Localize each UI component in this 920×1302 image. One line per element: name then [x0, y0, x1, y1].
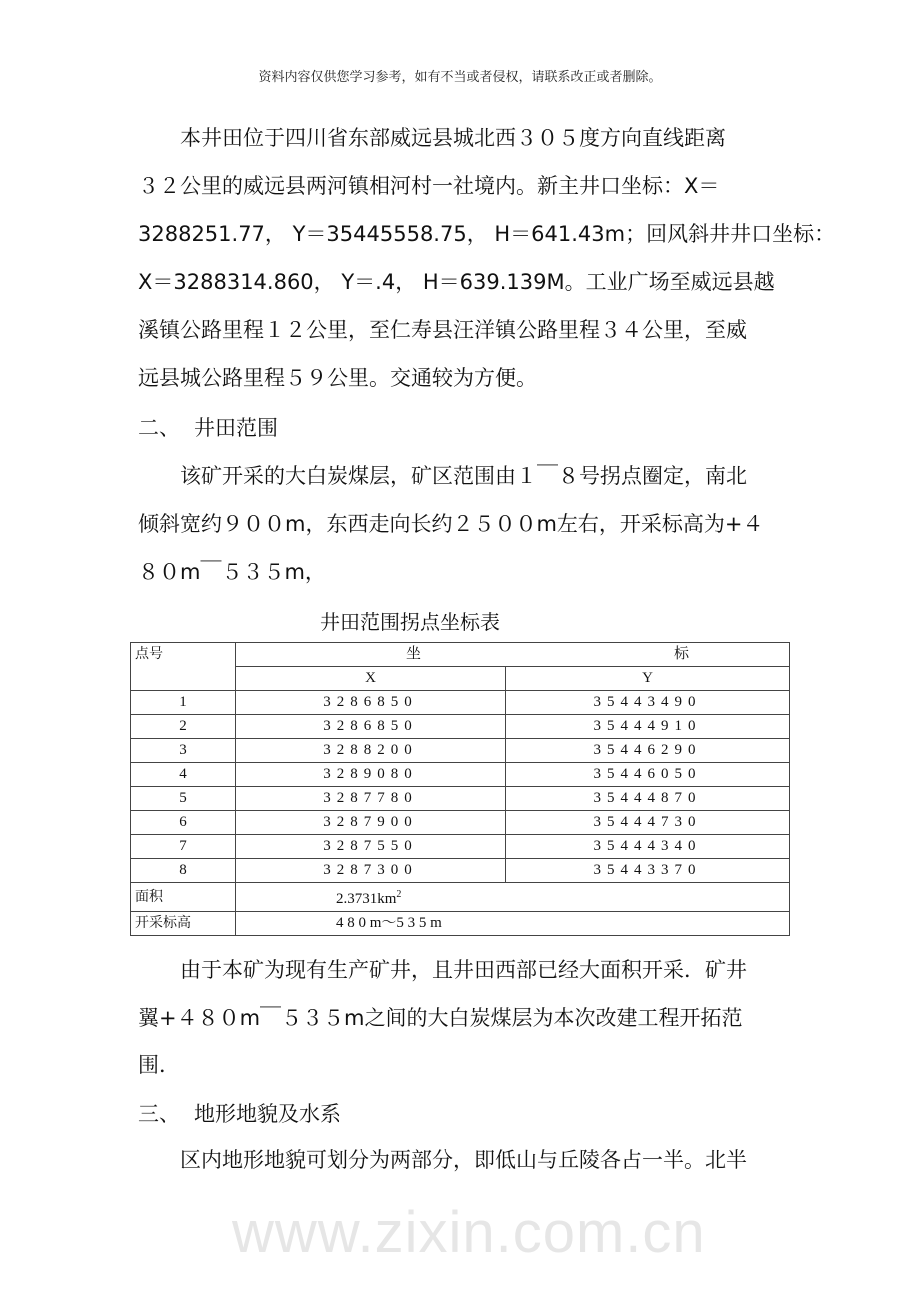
table-row	[131, 763, 790, 787]
table-row	[131, 739, 790, 763]
x-coordinate: 3287900	[236, 811, 506, 835]
paragraph-line: 3288251.77， Y＝35445558.75， H＝641.43m；回风斜井井口坐标：	[138, 222, 836, 246]
area-number: 2.3731km	[336, 891, 397, 907]
paragraph-line: 翼+４８０m￣５３５m之间的大白炭煤层为本次改建工程开拓范	[138, 1006, 743, 1030]
paragraph-line: 本井田位于四川省东部威远县城北西３０５度方向直线距离	[180, 126, 726, 150]
header-coord-left: 坐	[406, 646, 422, 662]
paragraph-line: ３２公里的威远县两河镇相河村一社境内。新主井口坐标：X＝	[138, 174, 720, 198]
section-title: 井田范围	[194, 416, 278, 440]
area-sup: 2	[396, 889, 402, 900]
paragraph-line: 区内地形地貌可划分为两部分，即低山与丘陵各占一半。北半	[180, 1148, 747, 1172]
table-row	[131, 691, 790, 715]
x-coordinate: 3289080	[236, 763, 506, 787]
point-number: 1	[131, 691, 236, 715]
x-coordinate: 3286850	[236, 715, 506, 739]
paragraph-line: 围．	[138, 1053, 180, 1077]
point-number: 6	[131, 811, 236, 835]
y-coordinate: 35444870	[506, 787, 790, 811]
table-row	[131, 835, 790, 859]
header-y: Y	[506, 667, 790, 691]
y-coordinate: 35443370	[506, 859, 790, 883]
header-coord	[236, 643, 790, 667]
section-heading	[138, 412, 278, 442]
y-coordinate: 35443490	[506, 691, 790, 715]
elev-label: 开采标高	[131, 912, 236, 936]
y-coordinate: 35444340	[506, 835, 790, 859]
coordinate-table	[130, 642, 790, 936]
table-title: 井田范围拐点坐标表	[320, 610, 500, 634]
header-coord-right: 标	[673, 646, 689, 662]
paragraph-line: ８０m￣５３５m，	[138, 560, 326, 584]
area-label: 面积	[131, 883, 236, 912]
x-coordinate: 3287780	[236, 787, 506, 811]
point-number: 3	[131, 739, 236, 763]
paragraph-line: 溪镇公路里程１２公里，至仁寿县汪洋镇公路里程３４公里，至威	[138, 318, 747, 342]
y-coordinate: 35444910	[506, 715, 790, 739]
table-row	[131, 715, 790, 739]
point-number: 2	[131, 715, 236, 739]
paragraph-line: 倾斜宽约９００m，东西走向长约２５００m左右，开采标高为+４	[138, 512, 764, 536]
y-coordinate: 35446050	[506, 763, 790, 787]
header-point: 点号	[131, 643, 236, 691]
paragraph-line: 由于本矿为现有生产矿井，且井田西部已经大面积开采．矿井	[180, 958, 747, 982]
header-x: X	[236, 667, 506, 691]
table-row	[131, 787, 790, 811]
copyright-notice: 资料内容仅供您学习参考，如有不当或者侵权，请联系改正或者删除。	[258, 70, 662, 85]
section-title: 地形地貌及水系	[194, 1102, 341, 1126]
section-number: 三、	[138, 1102, 180, 1126]
section-heading	[138, 1098, 341, 1128]
table-row	[131, 811, 790, 835]
point-number: 8	[131, 859, 236, 883]
watermark: www.zixin.com.cn	[232, 1200, 706, 1265]
x-coordinate: 3288200	[236, 739, 506, 763]
elev-value: 4 8 0 m～5 3 5 m	[236, 912, 790, 936]
paragraph-line: 远县城公路里程５９公里。交通较为方便。	[138, 366, 537, 390]
paragraph-line: 该矿开采的大白炭煤层，矿区范围由１￣８号拐点圈定，南北	[180, 464, 747, 488]
table-row	[131, 859, 790, 883]
x-coordinate: 3287300	[236, 859, 506, 883]
point-number: 7	[131, 835, 236, 859]
x-coordinate: 3286850	[236, 691, 506, 715]
x-coordinate: 3287550	[236, 835, 506, 859]
paragraph-line: X＝3288314.860， Y＝.4， H＝639.139M。工业广场至威远县越	[138, 270, 775, 294]
area-value	[236, 883, 790, 912]
point-number: 5	[131, 787, 236, 811]
y-coordinate: 35446290	[506, 739, 790, 763]
point-number: 4	[131, 763, 236, 787]
section-number: 二、	[138, 416, 180, 440]
y-coordinate: 35444730	[506, 811, 790, 835]
